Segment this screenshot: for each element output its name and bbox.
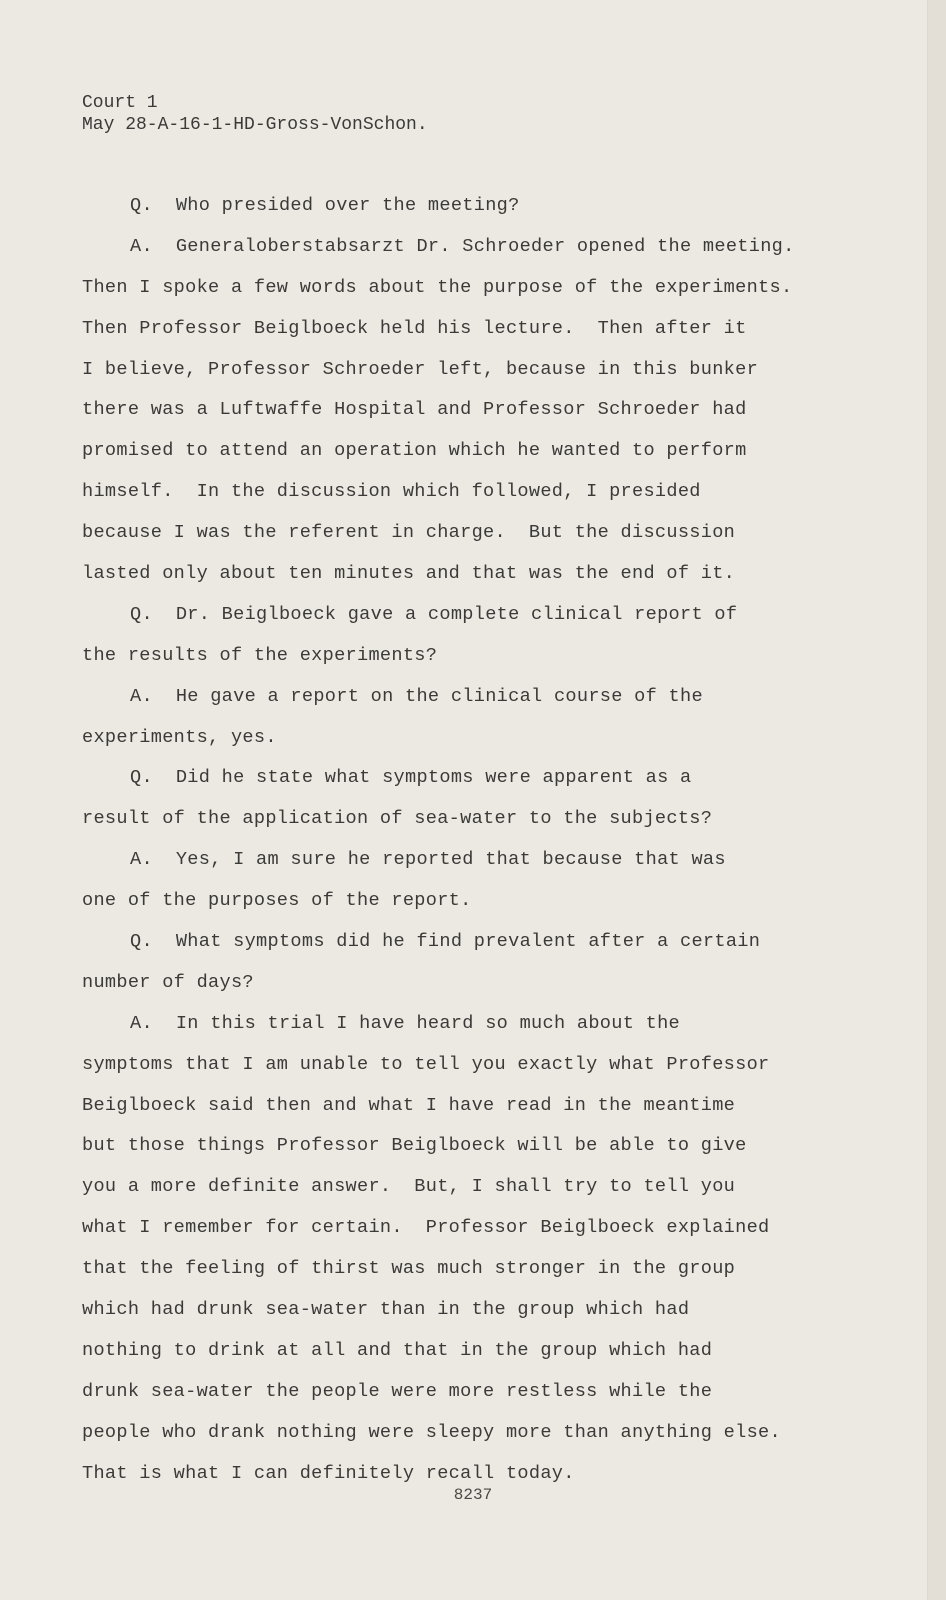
transcript-line: what I remember for certain. Professor Beiglboeck explained [82,1217,770,1239]
transcript-line: Then I spoke a few words about the purpose of the experiments. [82,276,793,298]
transcript-line: symptoms that I am unable to tell you exactly what Professor [82,1053,770,1075]
paper-edge [927,0,946,1600]
transcript-line: number of days? [82,971,254,993]
transcript-line: lasted only about ten minutes and that was the end of it. [82,563,736,585]
transcript-line: that the feeling of thirst was much stronger in the group [82,1258,736,1280]
transcript-line: people who drank nothing were sleepy more than anything else. [82,1421,781,1443]
transcript-line: That is what I can definitely recall today. [82,1462,575,1484]
transcript-line: I believe, Professor Schroeder left, because in this bunker [82,358,759,380]
transcript-line: Q. Dr. Beiglboeck gave a complete clinical report of [130,603,738,625]
transcript-line: the results of the experiments? [82,644,438,666]
transcript-line: which had drunk sea-water than in the group which had [82,1299,690,1321]
transcript-line: himself. In the discussion which followed, I presided [82,481,701,503]
transcript-line: A. He gave a report on the clinical course of the [130,685,703,707]
transcript-line: experiments, yes. [82,726,277,748]
transcript-body [82,186,842,1495]
session-reference: May 28-A-16-1-HD-Gross-VonSchon. [82,115,428,135]
transcript-line: A. Yes, I am sure he reported that because that was [130,849,726,871]
document-header [82,92,428,136]
transcript-line: Then Professor Beiglboeck held his lecture. Then after it [82,317,747,339]
court-label: Court 1 [82,93,158,113]
transcript-line: Q. Did he state what symptoms were apparent as a [130,767,692,789]
transcript-line: A. In this trial I have heard so much about the [130,1012,680,1034]
transcript-line: but those things Professor Beiglboeck will be able to give [82,1135,747,1157]
transcript-line: Q. What symptoms did he find prevalent after a certain [130,931,761,953]
transcript-line: promised to attend an operation which he wanted to perform [82,440,747,462]
transcript-line: nothing to drink at all and that in the group which had [82,1339,713,1361]
transcript-line: there was a Luftwaffe Hospital and Professor Schroeder had [82,399,747,421]
transcript-line: one of the purposes of the report. [82,890,472,912]
transcript-line: Q. Who presided over the meeting? [130,195,520,216]
transcript-line: drunk sea-water the people were more restless while the [82,1380,713,1402]
transcript-line: Beiglboeck said then and what I have read in the meantime [82,1094,736,1116]
transcript-line: result of the application of sea-water to the subjects? [82,808,713,830]
transcript-line: because I was the referent in charge. But the discussion [82,522,736,544]
page-number: 8237 [453,1486,493,1504]
transcript-line: A. Generaloberstabsarzt Dr. Schroeder opened the meeting. [130,235,795,257]
transcript-line: you a more definite answer. But, I shall try to tell you [82,1176,736,1198]
